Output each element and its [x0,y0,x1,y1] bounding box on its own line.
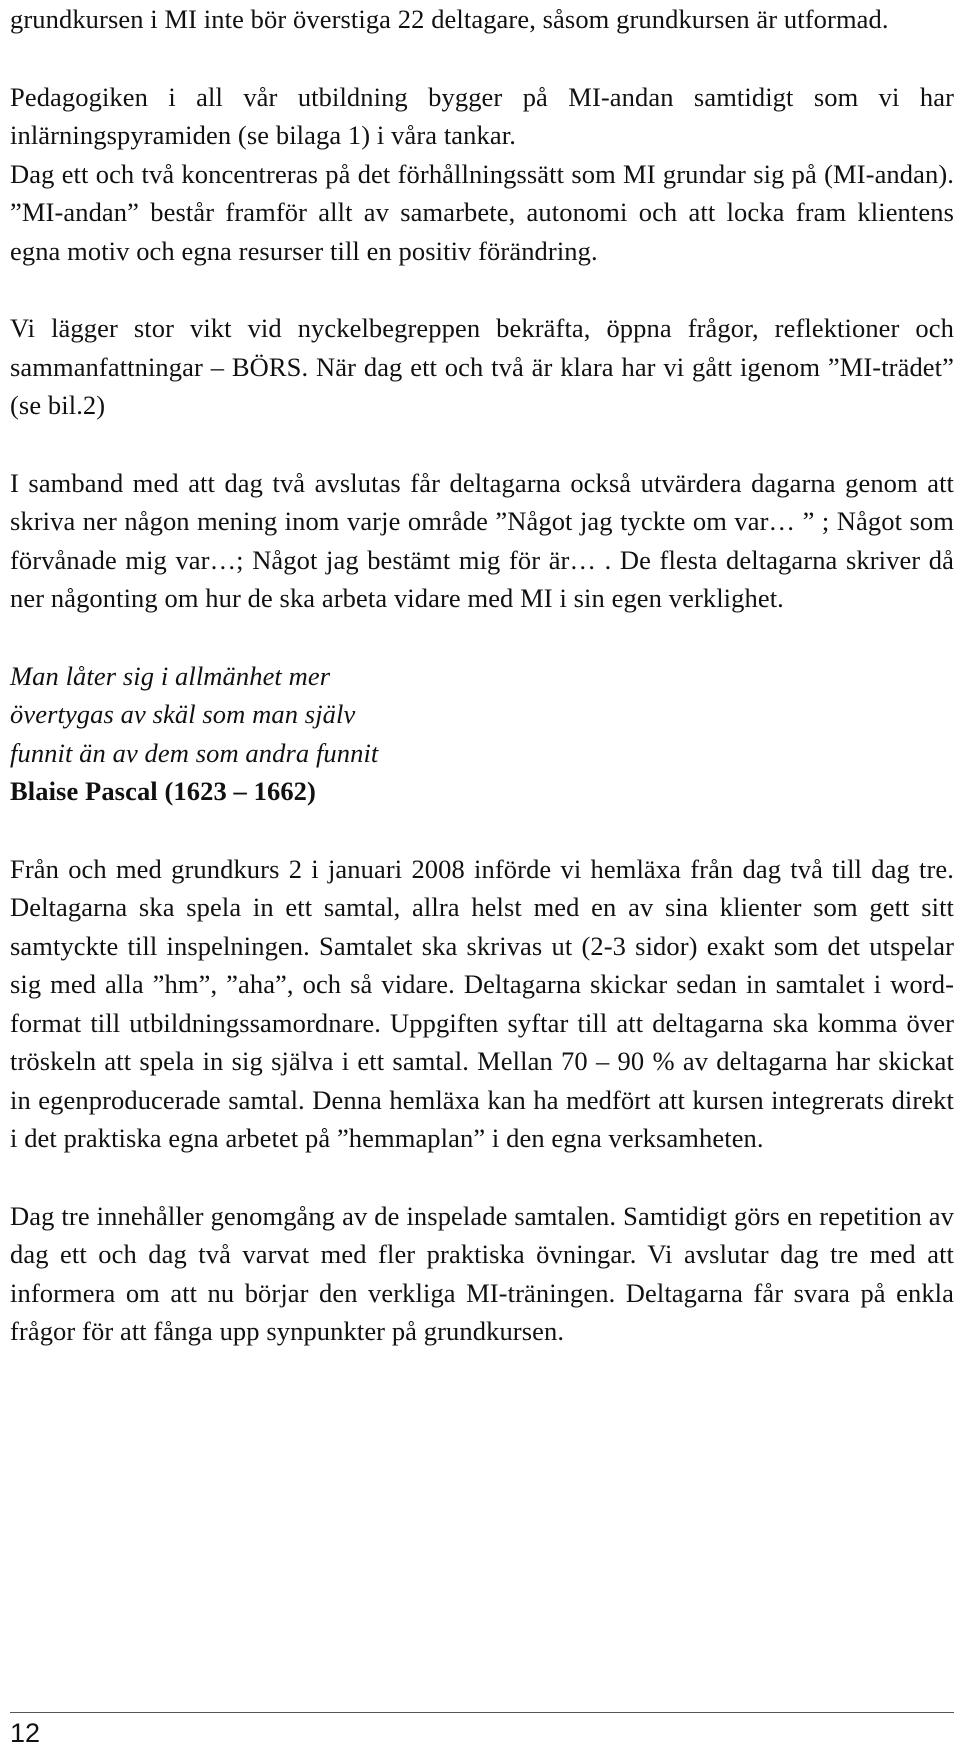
quote-block [10,657,954,811]
paragraph-day-three: Dag tre innehåller genomgång av de inspelade samtalen. Samtidigt görs en repetition av dag ett och dag två varvat med fler praktiska övningar. Vi avslutar dag tre med att informera om att nu börjar den verkliga MI-träningen. Deltagarna får svara på enkla frågor för att fånga upp synpunkter på grundkursen. [10,1200,954,1346]
page-number: 12 [10,1718,41,1748]
paragraph-pedagogy: Pedagogiken i all vår utbildning bygger på MI-andan samtidigt som vi har inlärningspyramiden (se bilaga 1) i våra tankar. [10,81,954,150]
quote-author: Blaise Pascal (1623 – 1662) [10,776,316,806]
paragraph-evaluation: I samband med att dag två avslutas får deltagarna också utvärdera dagarna genom att skriva ner någon mening inom varje område ”Något jag tyckte om var… ” ; Något som förvånade mig var…; Något jag bestämt mig för är… . De flesta deltagarna skriver då ner någonting om hur de ska arbeta vidare med MI i sin egen verklighet. [10,467,954,613]
quote-line: övertygas av skäl som man själv [10,699,356,729]
paragraph-day-one-two: Dag ett och två koncentreras på det förhållningssätt som MI grundar sig på (MI-andan). ”MI-andan” består framför allt av samarbete, autonomi och att locka fram klientens egna motiv och egna resurser till en positiv förändring. [10,158,954,266]
document-page [10,0,954,1351]
footer-divider [10,1712,954,1713]
paragraph-key-concepts: Vi lägger stor vikt vid nyckelbegreppen bekräfta, öppna frågor, reflektioner och sammanfattningar – BÖRS. När dag ett och två är klara har vi gått igenom ”MI-trädet” (se bil.2) [10,313,954,420]
quote-line: Man låter sig i allmänhet mer [10,660,331,691]
quote-line: funnit än av dem som andra funnit [10,737,379,768]
paragraph-course-size: grundkursen i MI inte bör överstiga 22 deltagare, såsom grundkursen är utformad. [10,4,889,34]
paragraph-homework: Från och med grundkurs 2 i januari 2008 införde vi hemläxa från dag två till dag tre. Deltagarna ska spela in ett samtal, allra helst med en av sina klienter som gett sitt samtyckte till inspelningen. Samtalet ska skrivas ut (2-3 sidor) exakt som det utspelar sig med alla ”hm”, ”aha”, och så vidare. Deltagarna skickar sedan in samtalet i word-format till utbildningssamordnare. Uppgiften syftar till att deltagarna ska komma över tröskeln att spela in sig själva i ett samtal. Mellan 70 – 90 % av deltagarna har skickat in egenproducerade samtal. Denna hemläxa kan ha medfört att kursen integrerats direkt i det praktiska egna arbetet på ”hemmaplan” i den egna verksamheten. [10,853,954,1153]
